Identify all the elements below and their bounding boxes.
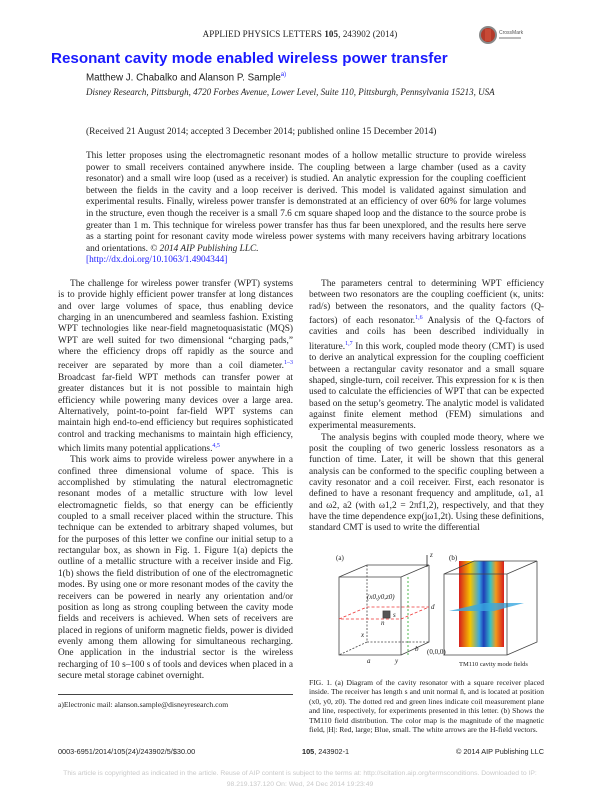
download-notice-line1: This article is copyrighted as indicated in the article. Reuse of AIP content is subject to the terms at: http://scitation.aip.org/termsconditions. Downloaded to IP: xyxy=(63,770,537,777)
authors xyxy=(86,72,286,83)
right-column xyxy=(309,279,544,535)
footer-volume: 105 xyxy=(302,747,315,756)
footer-page-number: , 243902-1 xyxy=(314,747,350,756)
paragraph: This work aims to provide wireless power anywhere in a confined three dimensional volume of space. This is accomplished by stimulating the natural electromagnetic resonant modes of a metallic structure with low level electromagnetic fields, so that energy can be efficiently coupled to a small receiver placed within the structure. This technique can be extended to arbitrary shaped volumes, but for the purposes of this letter we confine our initial setup to a rectangular box, as shown in Fig. 1. Figure 1(a) depicts the outline of a metallic structure with a receiver inside and Fig. 1(b) shows the field distribution of one of the electromagnetic modes. By using one or more resonant modes of the cavity the receivers can be powered in nearly any orientation and/or position as long as strong coupling between the cavity mode fields and receivers is achieved. When sets of receivers are placed in regions of uniform magnetic fields, power is divided evenly among them allowing for simultaneous recharging. One application in the industrial sector is the wireless recharging of 10 s–100 s of tools and devices when placed in a secure metal storage cabinet overnight. xyxy=(58,455,293,681)
mode-label: TM110 cavity mode fields xyxy=(459,661,528,668)
paragraph-text: Analysis of the Q-factors of cavities and coils has been described individually in literature. xyxy=(309,316,544,352)
citation-link[interactable]: 1–3 xyxy=(284,360,293,367)
abstract xyxy=(86,151,526,267)
volume: 105 xyxy=(324,29,339,39)
paragraph-text: The challenge for wireless power transfer (WPT) systems is to provide highly efficient power transfer at long distances and over large volumes of space, thus enabling device charging in an unencumbered and seamless fashion. Existing WPT technologies like near-field magnetoquasistatic (MQS) WPT are well suited for two dimensional “charging pads,” where the efficiency drops off rapidly as the source and receiver are separated by more than a coil diameter. xyxy=(58,279,293,372)
paragraph-text: Broadcast far-field WPT methods can transfer power at greater distances but it is not possible to maintain high efficiency while powering many devices over a large area. Alternatively, point-to-point far-field WPT systems can maintain high end-to-end efficiency but requires sophisticated control and tracking mechanisms to maintain high efficiency, which limits many potential applications. xyxy=(58,372,293,455)
left-column xyxy=(58,279,293,682)
cavity-diagram xyxy=(339,555,429,655)
citation-link[interactable]: 1,7 xyxy=(345,340,353,347)
doi-link[interactable]: [http://dx.doi.org/10.1063/1.4904344] xyxy=(86,255,228,266)
download-notice-line2: 98.219.137.120 On: Wed, 24 Dec 2014 19:23:49 xyxy=(226,781,374,788)
dim-a-label: a xyxy=(367,657,371,665)
article-number: , 243902 (2014) xyxy=(338,29,398,39)
paragraph-text: The parameters central to determining WPT efficiency between two resonators are the coupling coefficient (κ, units: rad/s) between the resonators, and the quality factors (Q-factors) of each resonator. xyxy=(309,279,544,327)
field-map xyxy=(444,561,537,655)
figure-1 xyxy=(309,547,544,673)
received-dates: (Received 21 August 2014; accepted 3 December 2014; published online 15 December 2014) xyxy=(86,127,437,137)
page-footer xyxy=(58,747,544,756)
normal-label: n xyxy=(381,619,385,627)
dim-s-label: s xyxy=(393,611,396,619)
dim-b-label: b xyxy=(415,645,419,653)
panel-label-a: (a) xyxy=(336,554,344,562)
crossmark-logo[interactable] xyxy=(478,24,528,46)
dim-d-label: d xyxy=(431,603,435,611)
download-notice xyxy=(20,768,580,790)
citation-link[interactable]: 4,5 xyxy=(212,442,220,449)
paragraph: The analysis begins with coupled mode theory, where we posit the coupling of two generic lossless resonators as a function of time. Later, it will be shown that this general analysis can be conformed to the specific coupling between a cavity resonator and a coil receiver. First, each resonator is defined to have a resonant frequency and amplitude, ω1, a1 and ω2, a2 (with ω1,2 = 2πf1,2), respectively, and that they have the time dependence exp(jω1,2t). Using these definitions, standard CMT is used to write the differential xyxy=(309,432,545,534)
paragraph xyxy=(58,279,293,455)
figure-caption: FIG. 1. (a) Diagram of the cavity resonator with a square receiver placed inside. The receiver has length s and unit normal n̂, and is located at position (x0, y0, z0). The dotted red and green lines indicate coil measurement plane and line, respectively, for experiments presented in this letter. (b) Shows the TM110 field distribution. The color map is the magnitude of the magnetic field, |H|: Red, large; Blue, small. The white arrows are the H-field vectors. xyxy=(309,678,544,735)
crossmark-text: CrossMark xyxy=(499,30,524,36)
paragraph-text: In this work, coupled mode theory (CMT) is used to derive an analytical expression for the coupling coefficient between a rectangular cavity resonator and a small square shaped, single-turn, coil receiver. This expression for κ is then used to calculate the efficiencies of WPT that can be expected based on the setup’s geometry. The analytic model is validated against finite element method (FEM) simulations and experimental measurements. xyxy=(309,341,544,432)
affiliation: Disney Research, Pittsburgh, 4720 Forbes Avenue, Lower Level, Suite 110, Pittsburgh, Pennsylvania 15213, USA xyxy=(86,87,495,97)
journal-name: APPLIED PHYSICS LETTERS xyxy=(202,29,322,39)
axis-y-label: y xyxy=(395,657,399,665)
paragraph xyxy=(309,279,544,433)
receiver-position-label: (x0,y0,z0) xyxy=(367,593,395,601)
article-title: Resonant cavity mode enabled wireless power transfer xyxy=(51,50,448,67)
author-names: Matthew J. Chabalko and Alanson P. Sample xyxy=(86,72,281,84)
axis-x-label: x xyxy=(361,631,365,639)
footnote: a)Electronic mail: alanson.sample@disneyresearch.com xyxy=(58,694,293,709)
footer-issn: 0003-6951/2014/105(24)/243902/5/$30.00 xyxy=(58,747,196,756)
panel-label-b: (b) xyxy=(449,554,458,562)
citation-link[interactable]: 1,6 xyxy=(415,315,423,322)
footnote-marker[interactable]: a) xyxy=(280,72,287,78)
origin-label: (0,0,0) xyxy=(427,648,446,656)
abstract-copyright: © 2014 AIP Publishing LLC. xyxy=(150,243,259,254)
footer-page xyxy=(302,747,349,756)
abstract-text: This letter proposes using the electromagnetic resonant modes of a hollow metallic structure to provide wireless power to small receivers contained anywhere inside. The coupling between a large chamber (used as a cavity resonator) and a small wire loop (used as a receiver) is studied. An analytic expression for the coupling coefficient between the fields in the cavity and a loop receiver is derived. This model is validated against simulation and experimental results. Finally, wireless power transfer is demonstrated at an efficiency of over 60% for large volumes in the structure, even though the receiver is a small 7.6 cm square shaped loop and the distance to the source probe is greater than 1 m. This technique for wireless power transfer has thus far been unexplored, and the results here serve as a starting point for resonant cavity mode wireless power systems with many receivers having arbitrary locations and orientations. xyxy=(86,151,526,254)
footer-copyright: © 2014 AIP Publishing LLC xyxy=(455,747,544,756)
axis-z-label: z xyxy=(430,551,433,559)
